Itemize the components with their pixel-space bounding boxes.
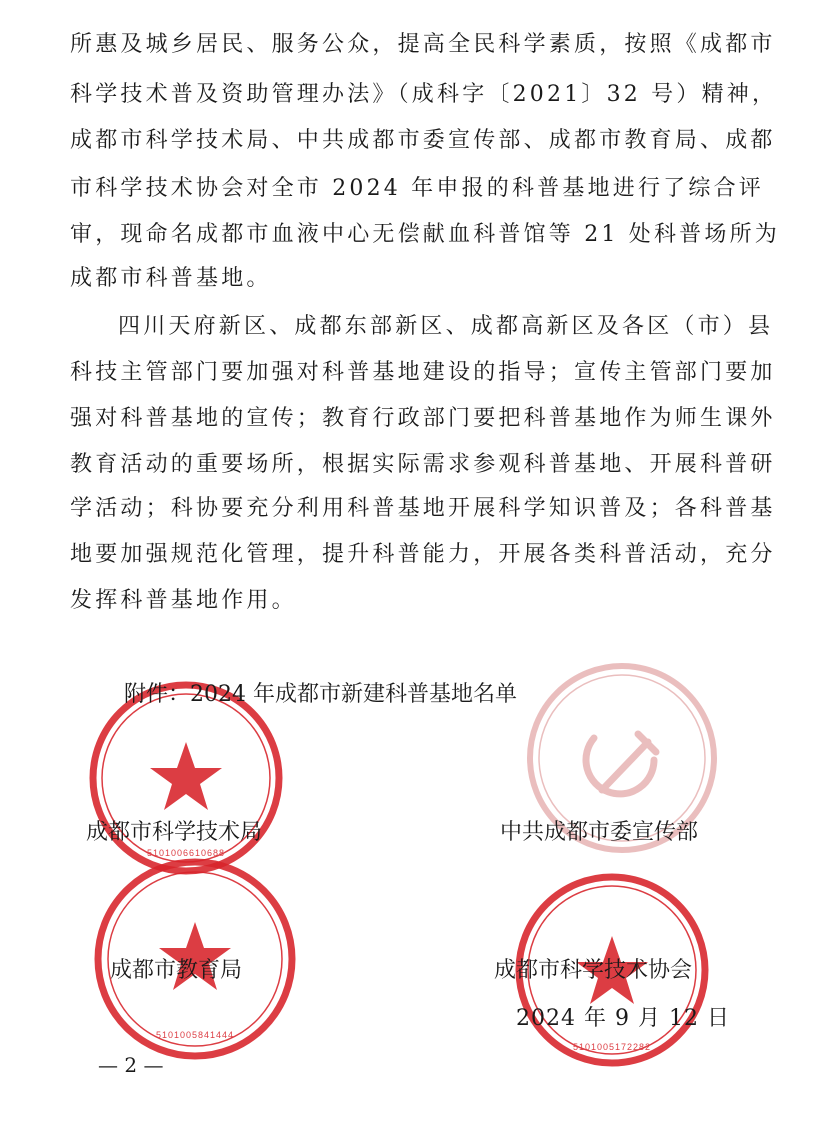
issue-date: 2024 年 9 月 12 日 <box>516 1006 730 1031</box>
signatory-education-bureau: 成都市教育局 <box>110 958 243 983</box>
body-line: 教育活动的重要场所，根据实际需求参观科普基地、开展科普研 <box>70 452 776 477</box>
body-line: 所惠及城乡居民、服务公众，提高全民科学素质，按照《成都市 <box>70 32 776 57</box>
body-line: 审，现命名成都市血液中心无偿献血科普馆等 21 处科普场所为 <box>70 222 780 247</box>
body-line: 市科学技术协会对全市 2024 年申报的科普基地进行了综合评 <box>70 176 764 201</box>
body-line: 强对科普基地的宣传；教育行政部门要把科普基地作为师生课外 <box>70 406 776 431</box>
signatory-propaganda-dept: 中共成都市委宣传部 <box>500 820 699 845</box>
seal-number: 5101005841444 <box>155 1030 235 1040</box>
seal-number: 5101006610688 <box>146 848 226 858</box>
body-line: 科技主管部门要加强对科普基地建设的指导；宣传主管部门要加 <box>70 360 776 385</box>
body-line: 成都市科普基地。 <box>70 266 272 291</box>
body-line: 学活动；科协要充分利用科普基地开展科学知识普及；各科普基 <box>70 496 776 521</box>
body-line: 四川天府新区、成都东部新区、成都高新区及各区（市）县 <box>118 314 774 339</box>
signatory-sci-tech-association: 成都市科学技术协会 <box>494 958 693 983</box>
body-line: 科学技术普及资助管理办法》（成科字〔2021〕32 号）精神， <box>70 82 778 107</box>
attachment-line: 附件：2024 年成都市新建科普基地名单 <box>124 682 517 707</box>
signatory-sci-tech-bureau: 成都市科学技术局 <box>86 820 263 845</box>
seal-number: 5101005172282 <box>572 1042 652 1052</box>
body-line: 地要加强规范化管理，提升科普能力，开展各类科普活动，充分 <box>70 542 776 567</box>
page-number: — 2 — <box>98 1053 164 1077</box>
body-line: 成都市科学技术局、中共成都市委宣传部、成都市教育局、成都 <box>70 128 776 153</box>
body-line: 发挥科普基地作用。 <box>70 588 297 613</box>
